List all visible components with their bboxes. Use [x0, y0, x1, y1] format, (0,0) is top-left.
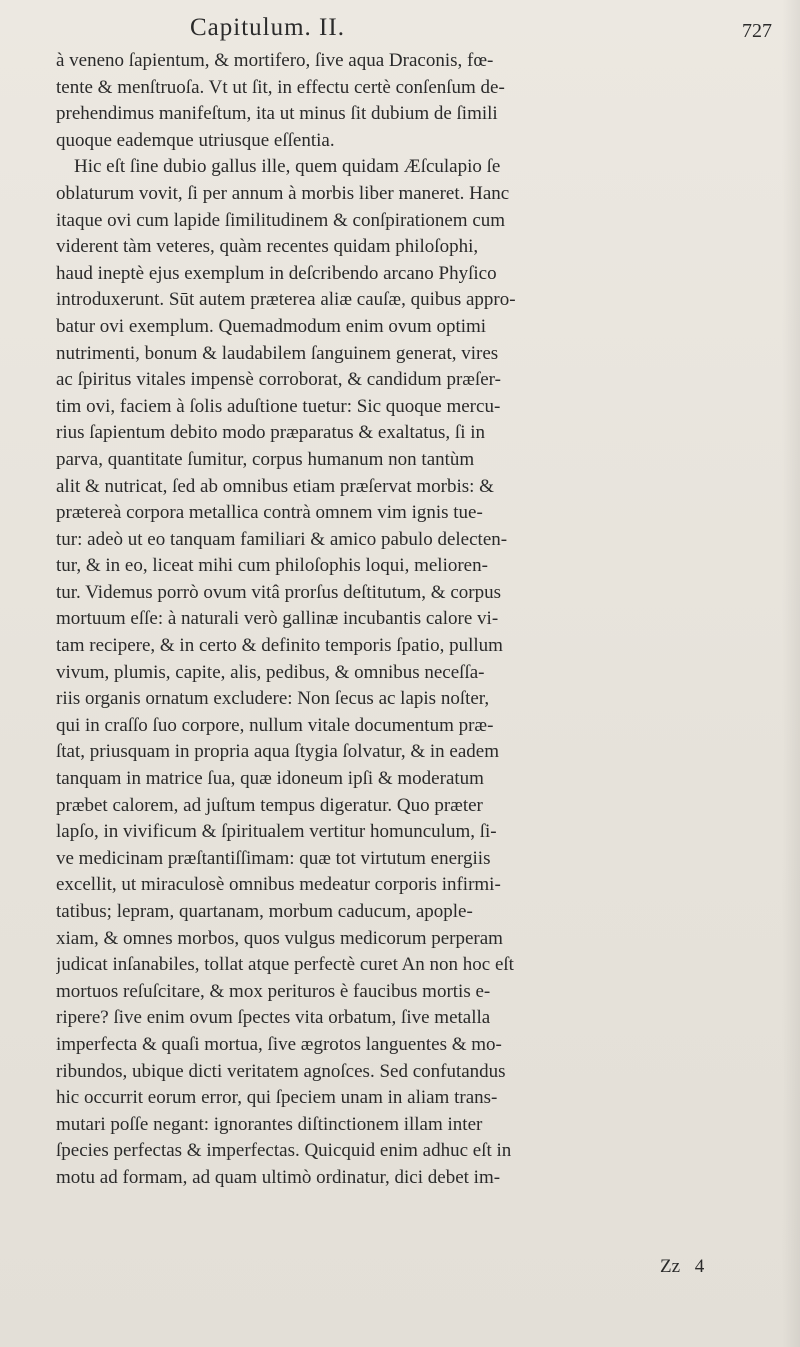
text-line: itaque ovi cum lapide ſimilitudinem & conſpirationem cum: [56, 209, 506, 231]
text-line: prehendimus manifeſtum, ita ut minus ſit dubium de ſimili: [56, 103, 498, 125]
text-line: tur. Videmus porrò ovum vitâ prorſus deſtitutum, & corpus: [56, 581, 501, 603]
text-line: xiam, & omnes morbos, quos vulgus medicorum perperam: [56, 927, 503, 949]
text-line: præbet calorem, ad juſtum tempus digeratur. Quo præter: [56, 794, 483, 816]
running-head: Capitulum. II.: [190, 14, 345, 41]
text-line: ſpecies perfectas & imperfectas. Quicquid enim adhuc eſt in: [56, 1140, 512, 1162]
text-line: introduxerunt. Sūt autem præterea aliæ cauſæ, quibus appro-: [56, 289, 516, 311]
text-line: imperfecta & quaſi mortua, ſive ægrotos languentes & mo-: [56, 1033, 502, 1055]
text-line: batur ovi exemplum. Quemadmodum enim ovum optimi: [56, 315, 487, 337]
text-line: mutari poſſe negant: ignorantes diſtinctionem illam inter: [56, 1113, 483, 1135]
text-line: tur, & in eo, liceat mihi cum philoſophis loqui, melioren-: [56, 555, 488, 577]
text-line: ſtat, priusquam in propria aqua ſtygia ſolvatur, & in eadem: [56, 741, 499, 763]
text-line: lapſo, in vivificum & ſpiritualem vertitur homunculum, ſi-: [56, 821, 497, 843]
text-line: hic occurrit eorum error, qui ſpeciem unam in aliam trans-: [56, 1087, 498, 1109]
text-line: haud ineptè ejus exemplum in deſcribendo arcano Phyſico: [56, 262, 497, 284]
page-header: [0, 14, 800, 50]
text-line: motu ad formam, ad quam ultimò ordinatur, dici debet im-: [56, 1166, 501, 1188]
text-line: excellit, ut miraculosè omnibus medeatur corporis infirmi-: [56, 874, 501, 896]
text-line: qui in craſſo ſuo corpore, nullum vitale documentum præ-: [56, 714, 494, 736]
text-line: ac ſpiritus vitales impensè corroborat, & candidum præſer-: [56, 369, 501, 391]
body-text: [56, 48, 766, 1192]
signature-catchwords: Zz 4: [660, 1256, 705, 1277]
text-line: tente & menſtruoſa. Vt ut ſit, in effectu certè conſenſum de-: [56, 76, 505, 98]
text-line: viderent tàm veteres, quàm recentes quidam philoſophi,: [56, 236, 479, 258]
text-line: à veneno ſapientum, & mortifero, ſive aqua Draconis, fœ-: [56, 50, 494, 71]
text-line: tatibus; lepram, quartanam, morbum caducum, apople-: [56, 901, 473, 922]
text-line: mortuum eſſe: à naturali verò gallinæ incubantis calore vi-: [56, 608, 499, 630]
text-line: tur: adeò ut eo tanquam familiari & amico pabulo delecten-: [56, 528, 508, 550]
page-edge-shadow: [782, 0, 800, 1347]
text-line: ribundos, ubique dicti veritatem agnoſces. Sed confutandus: [56, 1060, 506, 1082]
text-line: judicat inſanabiles, tollat atque perfectè curet An non hoc eſt: [56, 954, 514, 976]
text-line: nutrimenti, bonum & laudabilem ſanguinem generat, vires: [56, 342, 499, 364]
text-line: riis organis ornatum excludere: Non ſecus ac lapis noſter,: [56, 688, 490, 710]
text-line: Hic eſt ſine dubio gallus ille, quem quidam Æſculapio ſe: [74, 156, 501, 178]
text-line: quoque eademque utriusque eſſentia.: [56, 129, 335, 151]
text-line: vivum, plumis, capite, alis, pedibus, & omnibus neceſſa-: [56, 661, 485, 683]
text-line: tam recipere, & in certo & definito temporis ſpatio, pullum: [56, 635, 503, 657]
page-number: 727: [742, 20, 772, 42]
text-line: parva, quantitate ſumitur, corpus humanum non tantùm: [56, 448, 475, 470]
text-line: ve medicinam præſtantiſſimam: quæ tot virtutum energiis: [56, 847, 491, 869]
text-line: mortuos reſuſcitare, & mox perituros è faucibus mortis e-: [56, 980, 491, 1002]
text-line: tim ovi, faciem à ſolis aduſtione tuetur: Sic quoque mercu-: [56, 395, 501, 417]
text-line: ripere? ſive enim ovum ſpectes vita orbatum, ſive metalla: [56, 1007, 491, 1029]
text-line: rius ſapientum debito modo præparatus & exaltatus, ſi in: [56, 422, 486, 444]
text-line: oblaturum vovit, ſi per annum à morbis liber maneret. Hanc: [56, 182, 510, 204]
text-line: tanquam in matrice ſua, quæ idoneum ipſi & moderatum: [56, 768, 484, 790]
text-line: prætereà corpora metallica contrà omnem vim ignis tue-: [56, 502, 483, 524]
text-line: alit & nutricat, ſed ab omnibus etiam præſervat morbis: &: [56, 475, 494, 497]
